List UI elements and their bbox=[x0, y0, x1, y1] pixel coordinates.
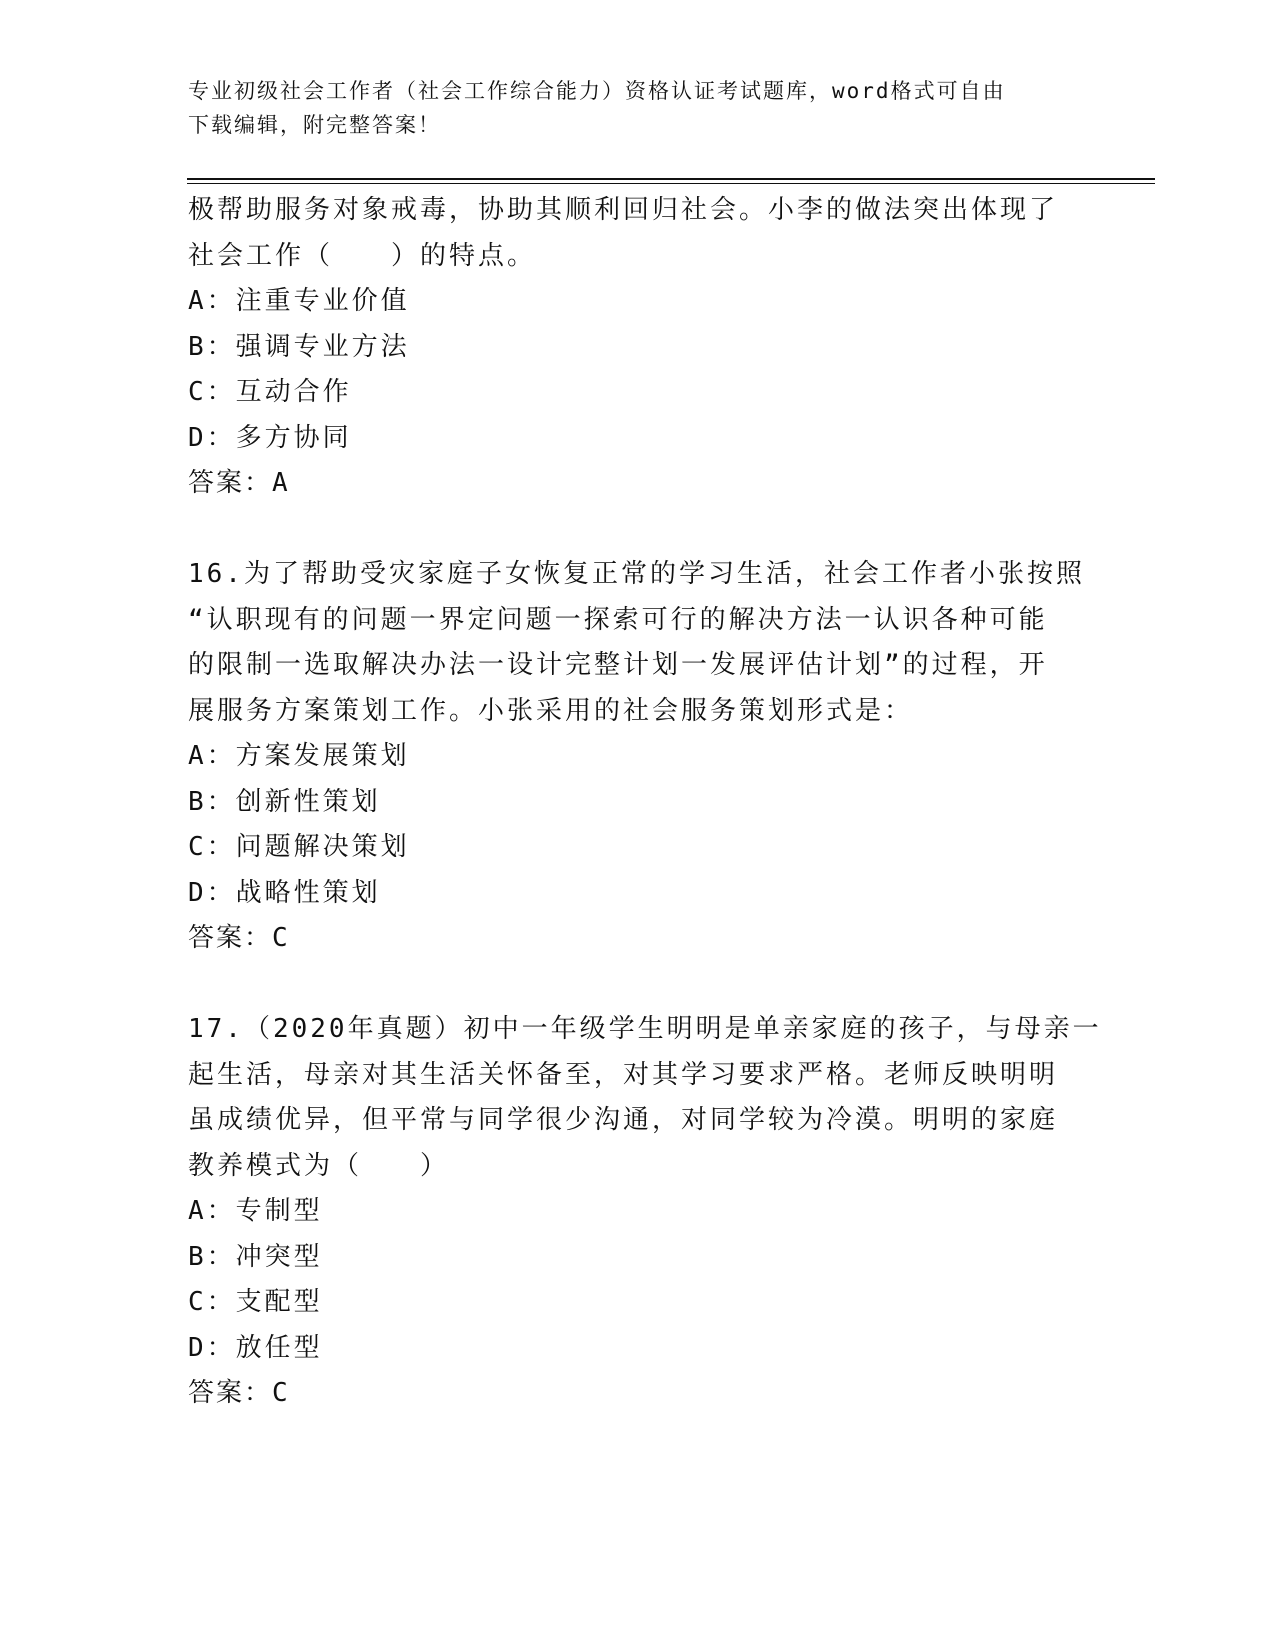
header-divider-thick bbox=[187, 178, 1155, 180]
question-spacer bbox=[188, 962, 1088, 1008]
header-line: 专业初级社会工作者（社会工作综合能力）资格认证考试题库，word格式可自由 bbox=[188, 79, 1006, 103]
question-text-line: 的限制一选取解决办法一设计完整计划一发展评估计划”的过程，开 bbox=[188, 650, 1048, 680]
option-b: B：强调专业方法 bbox=[188, 331, 410, 362]
option-d: D：放任型 bbox=[188, 1332, 323, 1363]
question-list bbox=[188, 188, 1102, 1417]
question-block bbox=[188, 188, 1088, 507]
answer-line: 答案：A bbox=[188, 468, 290, 498]
answer-line: 答案：C bbox=[188, 1378, 290, 1408]
question-block bbox=[188, 552, 1088, 962]
header-line: 下载编辑，附完整答案！ bbox=[188, 113, 441, 137]
question-text-line: 社会工作（ ）的特点。 bbox=[188, 240, 537, 271]
header-divider-thin bbox=[187, 183, 1155, 184]
option-b: B：创新性策划 bbox=[188, 786, 381, 817]
option-d: D：多方协同 bbox=[188, 422, 352, 453]
question-text-line: “认职现有的问题一界定问题一探索可行的解决方法一认识各种可能 bbox=[188, 604, 1048, 635]
question-text-line: 极帮助服务对象戒毒，协助其顺利回归社会。小李的做法突出体现了 bbox=[188, 195, 1059, 225]
question-text-line: 虽成绩优异，但平常与同学很少沟通，对同学较为冷漠。明明的家庭 bbox=[188, 1105, 1059, 1135]
question-text-line: 起生活，母亲对其生活关怀备至，对其学习要求严格。老师反映明明 bbox=[188, 1059, 1059, 1090]
option-a: A：注重专业价值 bbox=[188, 286, 410, 316]
option-a: A：方案发展策划 bbox=[188, 741, 410, 771]
question-text-line: 教养模式为（ ） bbox=[188, 1150, 450, 1181]
option-d: D：战略性策划 bbox=[188, 877, 381, 908]
option-c: C：问题解决策划 bbox=[188, 832, 410, 862]
option-c: C：支配型 bbox=[188, 1287, 323, 1317]
question-block bbox=[188, 1007, 1102, 1417]
question-text-line: 展服务方案策划工作。小张采用的社会服务策划形式是： bbox=[188, 695, 914, 726]
option-b: B：冲突型 bbox=[188, 1241, 323, 1272]
question-text-line: 17.（2020年真题）初中一年级学生明明是单亲家庭的孩子，与母亲一 bbox=[188, 1014, 1102, 1044]
option-a: A：专制型 bbox=[188, 1196, 323, 1226]
question-spacer bbox=[188, 507, 1088, 553]
question-text-line: 16.为了帮助受灾家庭子女恢复正常的学习生活，社会工作者小张按照 bbox=[188, 559, 1085, 589]
document-header bbox=[188, 74, 1088, 142]
answer-line: 答案：C bbox=[188, 923, 290, 953]
option-c: C：互动合作 bbox=[188, 377, 352, 407]
